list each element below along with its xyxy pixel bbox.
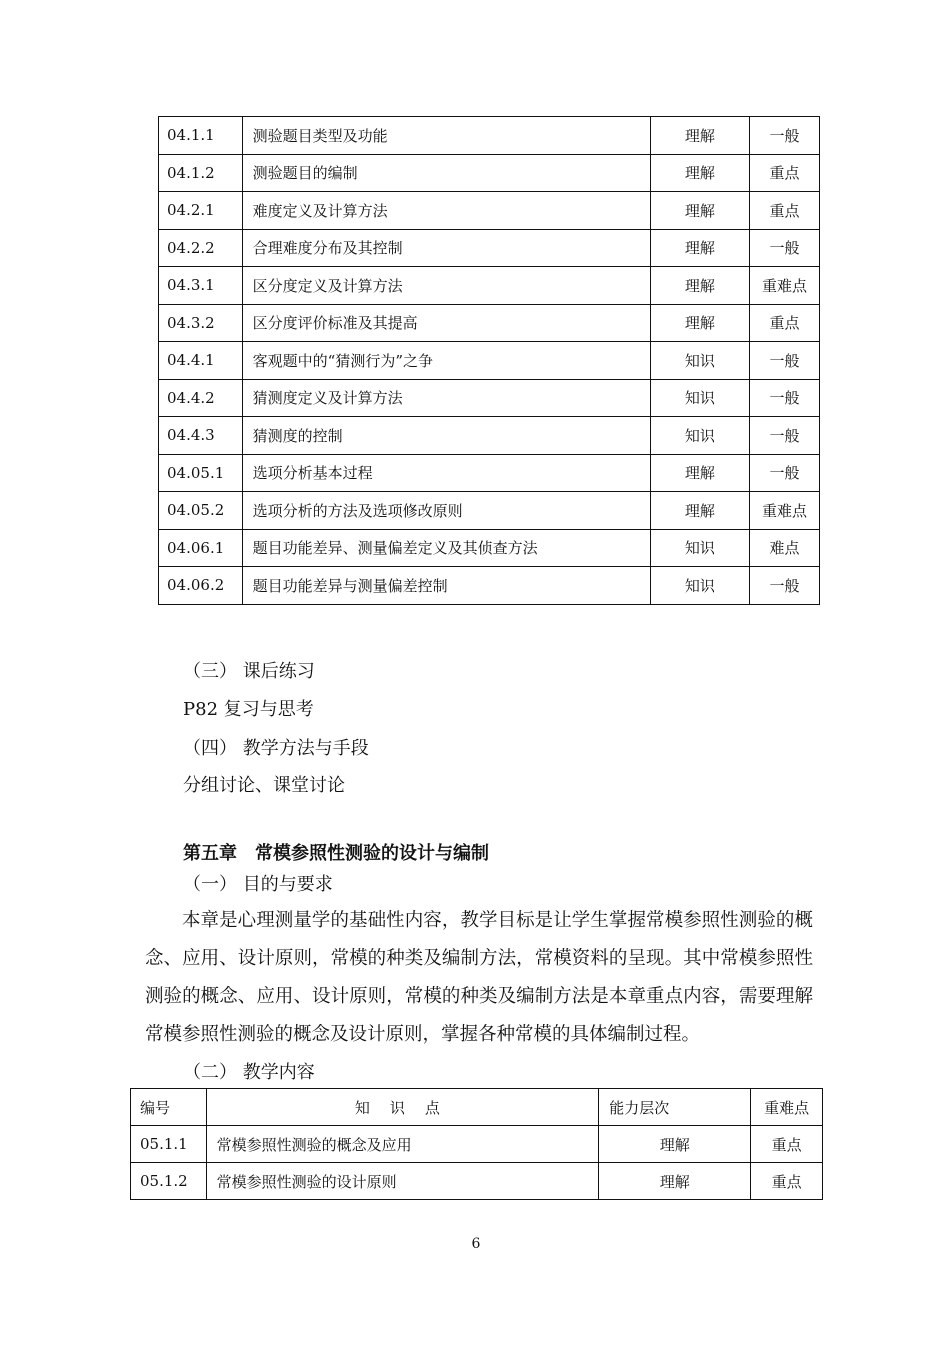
table-row [159, 117, 820, 155]
cell-ability-level: 理解 [650, 229, 749, 267]
table-row [159, 529, 820, 567]
cell-code: 04.06.1 [159, 529, 243, 567]
cell-knowledge-point: 合理难度分布及其控制 [242, 229, 650, 267]
cell-code: 04.06.2 [159, 567, 243, 605]
header-importance: 重难点 [751, 1089, 823, 1126]
cell-code: 04.4.2 [159, 379, 243, 417]
cell-knowledge-point: 测验题目的编制 [242, 154, 650, 192]
header-code: 编号 [131, 1089, 207, 1126]
cell-importance: 重点 [751, 1126, 823, 1163]
table-row [131, 1163, 823, 1200]
cell-ability-level: 理解 [599, 1126, 751, 1163]
cell-ability-level: 理解 [650, 304, 749, 342]
table-row [159, 192, 820, 230]
table-row [159, 267, 820, 305]
cell-importance: 一般 [750, 342, 820, 380]
header-point: 知识点 [206, 1089, 599, 1126]
cell-knowledge-point: 客观题中的“猜测行为”之争 [242, 342, 650, 380]
cell-importance: 重点 [750, 192, 820, 230]
page-number: 6 [471, 1236, 481, 1252]
cell-code: 04.4.3 [159, 417, 243, 455]
cell-code: 05.1.2 [131, 1163, 207, 1200]
knowledge-table-ch4 [158, 116, 820, 605]
cell-ability-level: 理解 [650, 117, 749, 155]
cell-knowledge-point: 选项分析基本过程 [242, 454, 650, 492]
cell-knowledge-point: 难度定义及计算方法 [242, 192, 650, 230]
cell-importance: 一般 [750, 117, 820, 155]
cell-code: 05.1.1 [131, 1126, 207, 1163]
cell-knowledge-point: 测验题目类型及功能 [242, 117, 650, 155]
cell-ability-level: 理解 [650, 192, 749, 230]
cell-code: 04.3.1 [159, 267, 243, 305]
cell-code: 04.1.2 [159, 154, 243, 192]
chapter-5-sub1: （一） 目的与要求 [183, 874, 333, 895]
cell-importance: 一般 [750, 417, 820, 455]
table-row [159, 492, 820, 530]
cell-knowledge-point: 区分度评价标准及其提高 [242, 304, 650, 342]
cell-knowledge-point: 常模参照性测验的设计原则 [206, 1163, 599, 1200]
section-3-text: P82 复习与思考 [183, 699, 314, 720]
cell-knowledge-point: 猜测度定义及计算方法 [242, 379, 650, 417]
cell-importance: 一般 [750, 454, 820, 492]
table-row [159, 154, 820, 192]
table-row [159, 229, 820, 267]
cell-ability-level: 知识 [650, 567, 749, 605]
cell-ability-level: 理解 [650, 454, 749, 492]
cell-importance: 重点 [750, 304, 820, 342]
table-row [159, 417, 820, 455]
section-3-title: （三） 课后练习 [183, 661, 315, 682]
cell-code: 04.4.1 [159, 342, 243, 380]
cell-importance: 重点 [751, 1163, 823, 1200]
table-row [159, 567, 820, 605]
cell-ability-level: 理解 [650, 267, 749, 305]
cell-ability-level: 知识 [650, 379, 749, 417]
cell-code: 04.2.1 [159, 192, 243, 230]
cell-knowledge-point: 选项分析的方法及选项修改原则 [242, 492, 650, 530]
knowledge-table-ch5 [130, 1088, 823, 1200]
cell-importance: 一般 [750, 567, 820, 605]
section-4-text: 分组讨论、课堂讨论 [183, 775, 345, 796]
cell-ability-level: 知识 [650, 529, 749, 567]
cell-code: 04.3.2 [159, 304, 243, 342]
section-4-title: （四） 教学方法与手段 [183, 738, 369, 759]
cell-knowledge-point: 猜测度的控制 [242, 417, 650, 455]
cell-code: 04.1.1 [159, 117, 243, 155]
cell-ability-level: 知识 [650, 342, 749, 380]
chapter-5-paragraph: 本章是心理测量学的基础性内容，教学目标是让学生掌握常模参照性测验的概念、应用、设计原则，常模的种类及编制方法，常模资料的呈现。其中常模参照性测验的概念、应用、设计原则，常模的种类及编制方法是本章重点内容，需要理解常模参照性测验的概念及设计原则，掌握各种常模的具体编制过程。 [145, 910, 813, 1045]
cell-importance: 重难点 [750, 267, 820, 305]
cell-importance: 难点 [750, 529, 820, 567]
cell-knowledge-point: 常模参照性测验的概念及应用 [206, 1126, 599, 1163]
cell-code: 04.05.1 [159, 454, 243, 492]
table-header-row [131, 1089, 823, 1126]
table-row [159, 304, 820, 342]
cell-importance: 一般 [750, 379, 820, 417]
table-row [131, 1126, 823, 1163]
chapter-5-sub2: （二） 教学内容 [183, 1062, 315, 1083]
cell-importance: 重难点 [750, 492, 820, 530]
cell-ability-level: 理解 [650, 492, 749, 530]
cell-knowledge-point: 题目功能差异、测量偏差定义及其侦查方法 [242, 529, 650, 567]
header-level: 能力层次 [599, 1089, 751, 1126]
cell-knowledge-point: 区分度定义及计算方法 [242, 267, 650, 305]
cell-importance: 一般 [750, 229, 820, 267]
table-row [159, 342, 820, 380]
cell-code: 04.05.2 [159, 492, 243, 530]
cell-ability-level: 知识 [650, 417, 749, 455]
cell-code: 04.2.2 [159, 229, 243, 267]
chapter-5-title: 第五章 常模参照性测验的设计与编制 [183, 843, 489, 864]
cell-importance: 重点 [750, 154, 820, 192]
cell-knowledge-point: 题目功能差异与测量偏差控制 [242, 567, 650, 605]
cell-ability-level: 理解 [650, 154, 749, 192]
cell-ability-level: 理解 [599, 1163, 751, 1200]
table-row [159, 379, 820, 417]
table-row [159, 454, 820, 492]
